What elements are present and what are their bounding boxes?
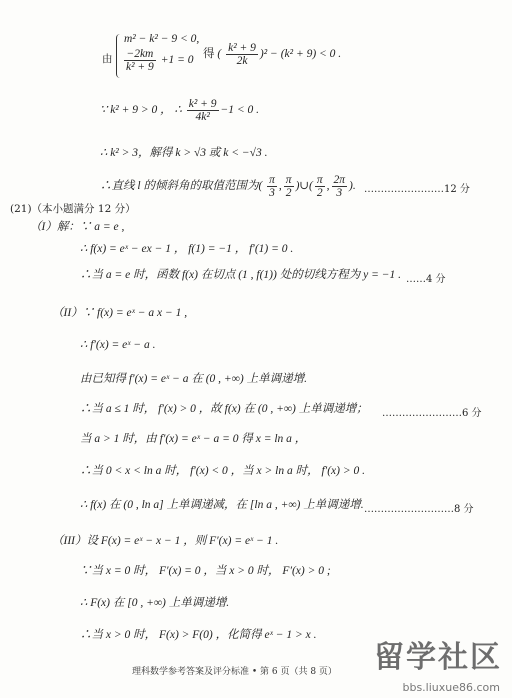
question-21-heading: (21)（本小题满分 12 分） <box>10 203 136 215</box>
frac-pi-2b: $\frac{\pi}{2}$ <box>316 174 323 199</box>
part-3-conclusion: ∴当 x > 0 时， F(x) > F(0) ，化简得 eˣ − 1 > x . <box>80 629 317 641</box>
part-1-conclusion: ∴当 a = e 时，函数 f(x) 在切点 (1 , f(1)) 处的切线方程为 y = −1 . <box>80 269 401 281</box>
system-eq-a: m² − k² − 9 < 0, <box>124 33 200 45</box>
system-frac-den: k² + 9 <box>126 61 154 73</box>
eq-line-2-lead: ∵ k² + 9 > 0 ， ∴ <box>100 104 182 117</box>
eq-line-2-frac <box>187 98 219 123</box>
text-you: 由 <box>102 53 113 65</box>
watermark-url: bbs.liuxue86.com <box>402 681 500 694</box>
system-frac <box>124 48 156 73</box>
part-3-monotone: ∴ F(x) 在 [0 , +∞) 上单调递增. <box>80 597 230 609</box>
eq-line-2-tail: −1 < 0 . <box>220 104 260 117</box>
system-frac-num: −2km <box>124 48 156 61</box>
part-1-intro: （I）解：∵ a = e , <box>30 221 125 233</box>
eq-line-4-lead: ∴直线 l 的倾斜角的取值范围为( <box>100 180 263 193</box>
frac-pi-2a: $\frac{\pi}{2}$ <box>285 174 292 199</box>
system-eq-b-tail: +1 = 0 <box>160 54 194 67</box>
part-2-derivative: ∴ f′(x) = eˣ − a . <box>80 339 156 351</box>
part-1-eq: ∴ f(x) = eˣ − ex − 1 ， f(1) = −1 ， f′(1) = 0 . <box>80 243 294 255</box>
part-2-sign: ∴当 0 < x < ln a 时， f′(x) < 0 ，当 x > ln a 时， f′(x) > 0 . <box>80 465 365 477</box>
eq-line-1-result: 得 ( $\frac{\text{k² + 9}}{2k}$ )² − (k² + 9) < 0 . <box>203 42 342 67</box>
part-3-sign: ∵当 x = 0 时， F′(x) = 0 ，当 x > 0 时， F′(x) > 0 ; <box>80 565 331 577</box>
score-8: ………………………8 分 <box>364 504 474 515</box>
page-footer: 理科数学参考答案及评分标准 • 第 6 页（共 8 页） <box>132 667 337 677</box>
result-tail: )² − (k² + 9) < 0 . <box>259 48 342 61</box>
part-3-intro: （III）设 F(x) = eˣ − x − 1 ，则 F′(x) = eˣ − 1 . <box>52 535 279 547</box>
part-2-monotone: 由已知得 f′(x) = eˣ − a 在 (0 , +∞) 上单调递增. <box>80 373 307 385</box>
text-de: 得 <box>203 48 215 61</box>
part-2-intro: （II）∵ f(x) = eˣ − a x − 1 , <box>52 307 188 319</box>
eq-line-3: ∴ k² > 3，解得 k > √3 或 k < −√3 . <box>100 147 268 159</box>
score-4: ……4 分 <box>406 274 446 285</box>
score-6: ……………………6 分 <box>382 408 482 419</box>
score-12: ……………………12 分 <box>364 184 470 195</box>
eq-line-2 <box>100 98 259 123</box>
part-2-case-1: ∴当 a ≤ 1 时， f′(x) > 0 ，故 f(x) 在 (0 , +∞) 上单调递增； <box>80 403 368 415</box>
eq-line-2-num: k² + 9 <box>188 98 217 110</box>
result-frac <box>226 42 258 67</box>
result-frac-den: 2k <box>236 55 248 67</box>
frac-2pi-3: $\frac{2\pi}{3}$ <box>333 174 346 199</box>
part-2-conclusion: ∴ f(x) 在 (0 , ln a] 上单调递减，在 [ln a , +∞) 上单调递增. <box>80 499 364 511</box>
part-2-case-2: 当 a > 1 时，由 f′(x) = eˣ − a = 0 得 x = ln a ， <box>80 433 307 445</box>
result-frac-num: k² + 9 <box>228 42 256 54</box>
eq-line-2-den: 4k² <box>195 111 210 123</box>
system-eq-b <box>122 48 193 73</box>
frac-pi-3: $\frac{\pi}{3}$ <box>269 174 275 199</box>
watermark-logo: 留学社区 <box>374 640 502 675</box>
eq-line-4: ∴直线 l 的倾斜角的取值范围为( $\frac{\pi}{3}$ , $\frac{\pi}{2}$ )∪( $\frac{\pi}{2}$ , $\frac{2\pi}{3}$ ). <box>100 174 356 199</box>
